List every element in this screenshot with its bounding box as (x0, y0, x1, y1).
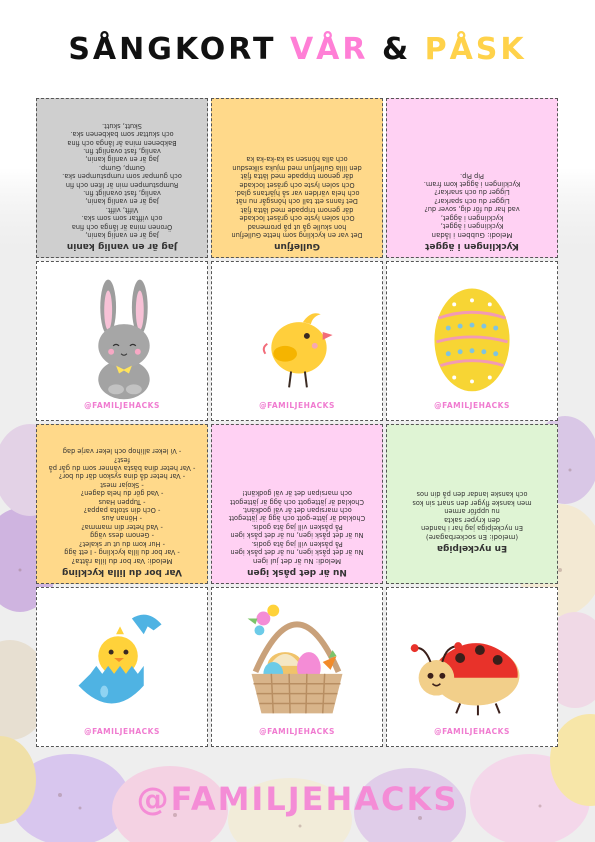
song-title: En nyckelpiga (436, 543, 508, 553)
chick-icon (212, 262, 382, 402)
card-text-ladybug (386, 424, 558, 584)
song-lyrics: Jag är en vanlig kanin, Öronen mina är långa och fina och vifftar som som ska. Vifft, vifft. Jag är en vanlig kanin, vanlig, fast ovanligt fin. Rumpstumpen min är liten och fin och gumpar som rumpstumpen ska. Gump, Gump. Jag är en vanlig kanin, vanlig, fast ovanligt fin. Bakbenen mina är långa och fina och skuttar som bakbenen ska. Skutt, skutt. (62, 121, 182, 239)
song-melody: Melodi: Gubben i lådan (431, 231, 513, 239)
brand-caption: @FAMILJEHACKS (259, 401, 335, 410)
easter-egg-icon (387, 262, 557, 402)
card-picture-basket (211, 587, 383, 747)
rabbit-icon (37, 262, 207, 402)
card-text-rabbit (36, 98, 208, 258)
song-title: Gullefjun (274, 241, 320, 251)
song-melody: (melodi: En sockerbagare) (425, 533, 519, 541)
title-part-easter: PÅSK (424, 32, 527, 67)
card-text-little-chick (36, 424, 208, 584)
brand-caption: @FAMILJEHACKS (84, 401, 160, 410)
song-title: Nu är det påsk igen (247, 567, 347, 577)
song-title: Kycklingen i ägget (425, 241, 519, 251)
brand-caption: @FAMILJEHACKS (434, 401, 510, 410)
title-ampersand: & (381, 32, 412, 67)
card-picture-chick (211, 261, 383, 421)
card-picture-egg (386, 261, 558, 421)
song-title: Jag är en vanlig kanin (66, 241, 178, 251)
card-text-chick (211, 98, 383, 258)
song-melody: Melodi: Nu är det jul igen (252, 557, 342, 565)
ladybug-icon (387, 588, 557, 728)
title-part-songcards: SÅNGKORT (68, 32, 277, 67)
card-grid (36, 98, 559, 750)
song-lyrics: En nyckelpiga jag har i handen den kryper sakta nu uppför armen men kanske flyger den snart sin kos och kanske landar den på din nos (412, 490, 532, 532)
card-text-easter-basket (211, 424, 383, 584)
card-text-egg (386, 98, 558, 258)
song-melody: Melodi: Var bor du lilla råtta? (71, 557, 173, 565)
song-lyrics: Nu är det påsk igen, nu är det påsk igen På påsken vill jag äta godis. Nu är det påsk igen, nu är det påsk igen På påsken vill jag äta godis. Choklad är jätte-gott och ägg är jättegott och marsipan det är väl godkänt. Choklad är jättegott och ägg är jättegott och marsipan det är väl godkänt! (228, 489, 366, 556)
card-picture-rabbit (36, 261, 208, 421)
card-picture-ladybug (386, 587, 558, 747)
title-part-spring: VÅR (289, 32, 369, 67)
song-lyrics: Kycklingen i ägget, kycklingen i ägget, vad har du för dig, sover du? Ligger du och sparkar? Ligger du och snarkar? Kycklingen i ägget kom fram. Pip Pip. (423, 171, 521, 230)
page-title (0, 32, 595, 67)
song-title: Var bor du lilla kyckling (61, 567, 183, 577)
hatching-chick-icon (37, 588, 207, 728)
easter-basket-icon (212, 588, 382, 728)
card-picture-hatching-chick (36, 587, 208, 747)
song-lyrics: Det var en kyckling som hette Gullefjun hon skulle gå ut på promenad Och solen lyste och gräset lockade där genom trippade med lätta fjät Det fanns ett tall och hönsgår nu nät och hela världen var så hjärtans glad. Och solen lyste och gräset lockade där genom trippade med lätta fjät den lilla Gullefjun med mjuka silkesdun och alla hönsen sa ka-ka-ka ka (231, 155, 363, 239)
brand-caption: @FAMILJEHACKS (434, 727, 510, 736)
brand-caption: @FAMILJEHACKS (84, 727, 160, 736)
brand-caption: @FAMILJEHACKS (259, 727, 335, 736)
song-lyrics: - Var bor du lilla kyckling - I ett ägg - Hur kom du ut ur skalet? - Genom dess vägg - Vad heter din mamma? - Hönan Aus - Och din stolta pappa? - Tuppen Haus - Vad gör du hela dagen? - Skojar mest - Var heter då dina syskon där du bor? - Var heter dina bästa vänner som du går på fest? - Vi leker allihop och leker varje dag (48, 447, 196, 556)
footer-handle: @FAMILJEHACKS (136, 780, 459, 818)
